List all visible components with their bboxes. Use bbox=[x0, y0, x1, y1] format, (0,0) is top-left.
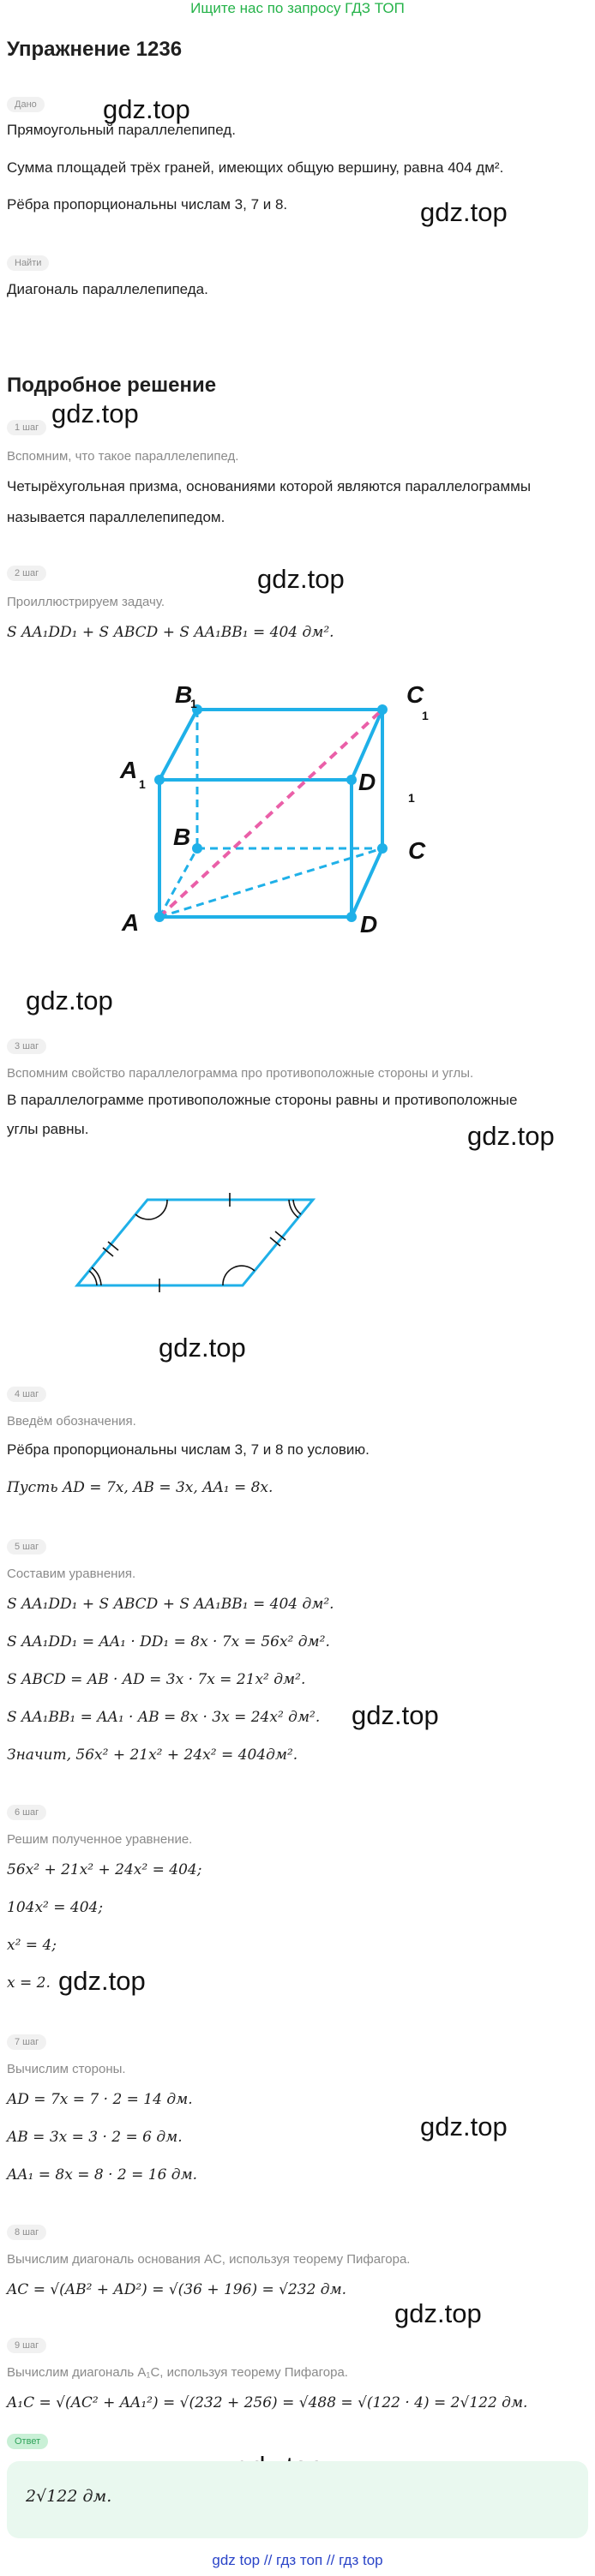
answer-tag: Ответ bbox=[7, 2434, 48, 2449]
step-text: В параллелограмме противоположные стороны равны и противоположные bbox=[7, 1092, 518, 1108]
parallelogram-figure bbox=[69, 1191, 326, 1303]
label-d1-sub: 1 bbox=[408, 791, 415, 805]
label-a: A bbox=[122, 909, 140, 936]
step-note: Вычислим диагональ A₁C, используя теорему Пифагора. bbox=[7, 2365, 348, 2380]
step-note: Составим уравнения. bbox=[7, 1567, 136, 1581]
footer-link[interactable]: gdz top bbox=[212, 2552, 261, 2568]
edge-ab bbox=[159, 848, 197, 917]
step-formula: S AA₁DD₁ + S ABCD + S AA₁BB₁ = 404 дм². bbox=[7, 624, 334, 641]
watermark: gdz.top bbox=[467, 1121, 555, 1151]
label-c1-sub: 1 bbox=[422, 709, 429, 722]
vertex-d bbox=[346, 912, 357, 922]
footer-links bbox=[0, 2552, 595, 2569]
step-label: 8 шаг bbox=[7, 2225, 46, 2240]
watermark: gdz.top bbox=[58, 1966, 146, 1996]
label-b1: B bbox=[175, 681, 193, 708]
step-formula: S AA₁DD₁ = AA₁ · DD₁ = 8x · 7x = 56x² дм². bbox=[7, 1633, 330, 1650]
vertex-c1 bbox=[377, 704, 388, 715]
step-label: 9 шаг bbox=[7, 2338, 46, 2353]
step-text: углы равны. bbox=[7, 1121, 89, 1137]
step-label: 4 шаг bbox=[7, 1387, 46, 1402]
step-formula: x² = 4; bbox=[7, 1937, 57, 1954]
given-line-1: Прямоугольный параллелепипед. bbox=[7, 122, 236, 138]
label-c1: C bbox=[406, 681, 424, 708]
diagonal-ac1 bbox=[159, 710, 382, 917]
footer-link[interactable]: гдз top bbox=[339, 2552, 383, 2568]
label-c: C bbox=[408, 837, 426, 864]
step-formula: Значит, 56x² + 21x² + 24x² = 404дм². bbox=[7, 1746, 298, 1764]
step-label: 3 шаг bbox=[7, 1039, 46, 1054]
step-text: Рёбра пропорциональны числам 3, 7 и 8 по условию. bbox=[7, 1441, 370, 1458]
step-formula: AA₁ = 8x = 8 · 2 = 16 дм. bbox=[7, 2166, 198, 2184]
step-text: называется параллелепипедом. bbox=[7, 509, 225, 525]
step-label: 6 шаг bbox=[7, 1805, 46, 1820]
step-formula: S AA₁DD₁ + S ABCD + S AA₁BB₁ = 404 дм². bbox=[7, 1596, 334, 1613]
vertex-c bbox=[377, 843, 388, 854]
answer-box bbox=[7, 2461, 588, 2538]
step-formula: S ABCD = AB · AD = 3x · 7x = 21x² дм². bbox=[7, 1671, 306, 1688]
watermark: gdz.top bbox=[51, 398, 139, 428]
find-text: Диагональ параллелепипеда. bbox=[7, 281, 208, 297]
step-formula: AC = √(AB² + AD²) = √(36 + 196) = √232 дм. bbox=[7, 2281, 347, 2298]
footer-separator: // bbox=[326, 2552, 335, 2568]
page-title: Упражнение 1236 bbox=[7, 38, 183, 61]
given-line-2: Сумма площадей трёх граней, имеющих общую вершину, равна 404 дм². bbox=[7, 159, 504, 176]
step-formula: 56x² + 21x² + 24x² = 404; bbox=[7, 1861, 202, 1878]
angle-arc-a bbox=[89, 1271, 97, 1285]
label-a1-sub: 1 bbox=[139, 777, 146, 791]
step-label: 5 шаг bbox=[7, 1539, 46, 1555]
watermark: gdz.top bbox=[420, 2112, 508, 2142]
step-formula: A₁C = √(AC² + AA₁²) = √(232 + 256) = √488 = √(122 · 4) = 2√122 дм. bbox=[7, 2394, 528, 2411]
step-note: Введём обозначения. bbox=[7, 1414, 136, 1429]
given-line-3: Рёбра пропорциональны числам 3, 7 и 8. bbox=[7, 196, 288, 213]
find-tag: Найти bbox=[7, 255, 49, 271]
vertex-d1 bbox=[346, 775, 357, 785]
watermark: gdz.top bbox=[159, 1333, 246, 1363]
step-formula: S AA₁BB₁ = AA₁ · AB = 8x · 3x = 24x² дм². bbox=[7, 1709, 321, 1726]
parallelogram-shape bbox=[77, 1200, 313, 1285]
step-label: 7 шаг bbox=[7, 2034, 46, 2050]
given-tag: Дано bbox=[7, 97, 45, 112]
step-note: Вспомним, что такое параллелепипед. bbox=[7, 449, 239, 464]
step-label: 1 шаг bbox=[7, 420, 46, 435]
label-d1: D bbox=[358, 769, 376, 795]
step-note: Вспомним свойство параллелограмма про противоположные стороны и углы. bbox=[7, 1066, 474, 1081]
step-note: Проиллюстрируем задачу. bbox=[7, 595, 165, 609]
vertex-b bbox=[192, 843, 202, 854]
label-d: D bbox=[360, 911, 378, 938]
watermark: gdz.top bbox=[103, 94, 190, 124]
angle-arc-c bbox=[293, 1200, 301, 1214]
watermark: gdz.top bbox=[420, 197, 508, 227]
solution-title: Подробное решение bbox=[7, 374, 217, 397]
step-formula: 104x² = 404; bbox=[7, 1899, 104, 1916]
step-note: Вычислим диагональ основания AC, используя теорему Пифагора. bbox=[7, 2252, 411, 2267]
edge-a1b1 bbox=[159, 710, 197, 780]
watermark: gdz.top bbox=[352, 1700, 439, 1730]
step-formula: x = 2. bbox=[7, 1974, 51, 1992]
step-label: 2 шаг bbox=[7, 566, 46, 581]
label-b1-sub: 1 bbox=[190, 697, 197, 710]
label-a1: A bbox=[120, 757, 138, 783]
answer-text: 2√122 дм. bbox=[26, 2487, 112, 2506]
parallelepiped-figure bbox=[103, 677, 472, 951]
watermark: gdz.top bbox=[394, 2298, 482, 2328]
vertex-a1 bbox=[154, 775, 165, 785]
top-search-link[interactable]: Ищите нас по запросу ГДЗ ТОП bbox=[190, 0, 405, 16]
step-formula: AB = 3x = 3 · 2 = 6 дм. bbox=[7, 2129, 183, 2146]
step-note: Вычислим стороны. bbox=[7, 2062, 126, 2076]
step-formula: AD = 7x = 7 · 2 = 14 дм. bbox=[7, 2091, 193, 2108]
label-b: B bbox=[173, 824, 191, 850]
step-note: Решим полученное уравнение. bbox=[7, 1832, 193, 1847]
step-text: Четырёхугольная призма, основаниями которой являются параллелограммы bbox=[7, 478, 532, 494]
footer-link[interactable]: гдз топ bbox=[276, 2552, 323, 2568]
edge-dc bbox=[352, 848, 382, 917]
watermark: gdz.top bbox=[257, 564, 345, 594]
step-formula: Пусть AD = 7x, AB = 3x, AA₁ = 8x. bbox=[7, 1479, 273, 1496]
footer-separator: // bbox=[263, 2552, 273, 2568]
vertex-a bbox=[154, 912, 165, 922]
watermark: gdz.top bbox=[26, 985, 113, 1015]
